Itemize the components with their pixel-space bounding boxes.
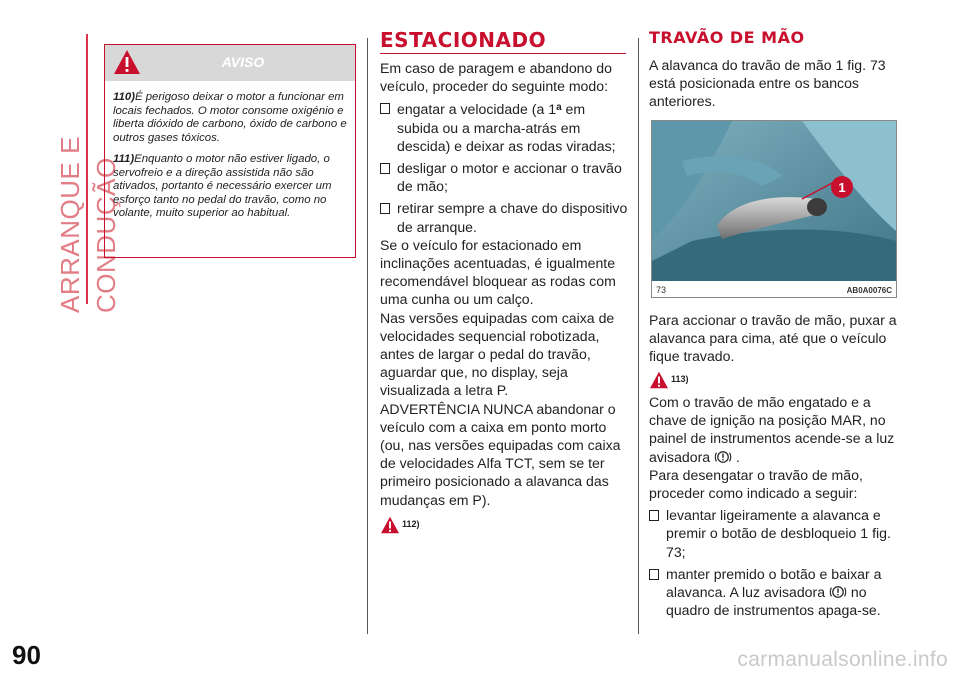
warning-item: 110)É perigoso deixar o motor a funcionar em locais fechados. O motor consome oxigénio e liberta dióxido de carbono, óxido de carbono e outros gases tóxicos. [113, 91, 347, 144]
warning-icon [380, 516, 400, 534]
right-column-lower [649, 311, 901, 619]
chapter-title: ARRANQUE E CONDUÇÃO [55, 136, 121, 313]
warning-item: 111)Enquanto o motor não estiver ligado, o servofreio e a direção assistida não são ativados, portanto é necessário exercer um esforço tanto no pedal do travão, como no volante, muito superior ao habitual. [113, 153, 332, 219]
list-item: desligar o motor e accionar o travão de mão; [380, 159, 630, 195]
callout-number: 1 [838, 180, 846, 195]
warning-body [105, 81, 355, 221]
list-item: manter premido o botão e baixar a alavanca. A luz avisadora no quadro de instrumentos apaga-se. [649, 565, 901, 620]
figure-handbrake [651, 120, 897, 298]
paragraph: Nas versões equipadas com caixa de velocidades sequencial robotizada, antes de largar o pedal do travão, aguardar que, no display, seja visualizada a letra P. [380, 309, 615, 399]
column-divider-2 [638, 38, 639, 634]
checkbox-bullet-icon [649, 510, 659, 521]
side-tab-rule [86, 34, 88, 304]
handbrake-illustration [652, 121, 896, 281]
list-item: engatar a velocidade (a 1$^a$ em subida ou a marcha-atrás em descida) e deixar as rodas viradas; [380, 99, 630, 155]
figure-code: AB0A0076C [846, 286, 892, 295]
paragraph: Com o travão de mão engatado e a chave de ignição na posição MAR, no painel de instrumentos acende-se a luz avisadora . [649, 394, 895, 465]
paragraph: Se o veículo for estacionado em inclinações acentuadas, é igualmente recomendável bloquear as rodas com uma cunha ou um calço. [380, 236, 616, 308]
section-heading-travao-de-mao: TRAVÃO DE MÃO [649, 28, 805, 47]
checkbox-bullet-icon [380, 203, 390, 214]
column-divider-1 [367, 38, 368, 634]
middle-column [380, 59, 630, 538]
heading-underline [380, 53, 626, 54]
warning-title: AVISO [221, 54, 265, 70]
chapter-side-tab [52, 28, 121, 313]
list-item: levantar ligeiramente a alavanca e premir o botão de desbloqueio 1 fig. 73; [649, 506, 901, 561]
intro-paragraph: Em caso de paragem e abandono do veículo, proceder do seguinte modo: [380, 60, 612, 95]
paragraph: Para desengatar o travão de mão, proceder como indicado a seguir: [649, 466, 863, 502]
warning-reference: 112) [380, 515, 420, 534]
watermark: carmanualsonline.info [737, 648, 948, 671]
checkbox-bullet-icon [380, 163, 390, 174]
right-column [649, 56, 901, 111]
page-number: 90 [12, 640, 41, 670]
warning-box [104, 44, 356, 258]
intro-paragraph: A alavanca do travão de mão 1 fig. 73 está posicionada entre os bancos anteriores. [649, 57, 886, 110]
brake-warning-lamp-icon [714, 450, 732, 464]
warning-icon [649, 371, 669, 389]
warning-header [105, 45, 355, 81]
section-heading-estacionado: ESTACIONADO [380, 28, 547, 52]
checkbox-bullet-icon [649, 569, 659, 580]
paragraph: ADVERTÊNCIA NUNCA abandonar o veículo com a caixa em ponto morto (ou, nas versões equipadas com caixa de velocidades Alfa TCT, sem se ter primeiro posicionado a alavanca das mudanças em P). [380, 400, 621, 508]
paragraph: Para accionar o travão de mão, puxar a alavanca para cima, até que o veículo fique travado. [649, 312, 897, 365]
figure-caption: 73 [656, 285, 667, 295]
checkbox-bullet-icon [380, 103, 390, 114]
warning-reference: 113) [649, 370, 689, 389]
list-item: retirar sempre a chave do dispositivo de arranque. [380, 199, 630, 235]
brake-warning-lamp-icon [829, 585, 847, 599]
